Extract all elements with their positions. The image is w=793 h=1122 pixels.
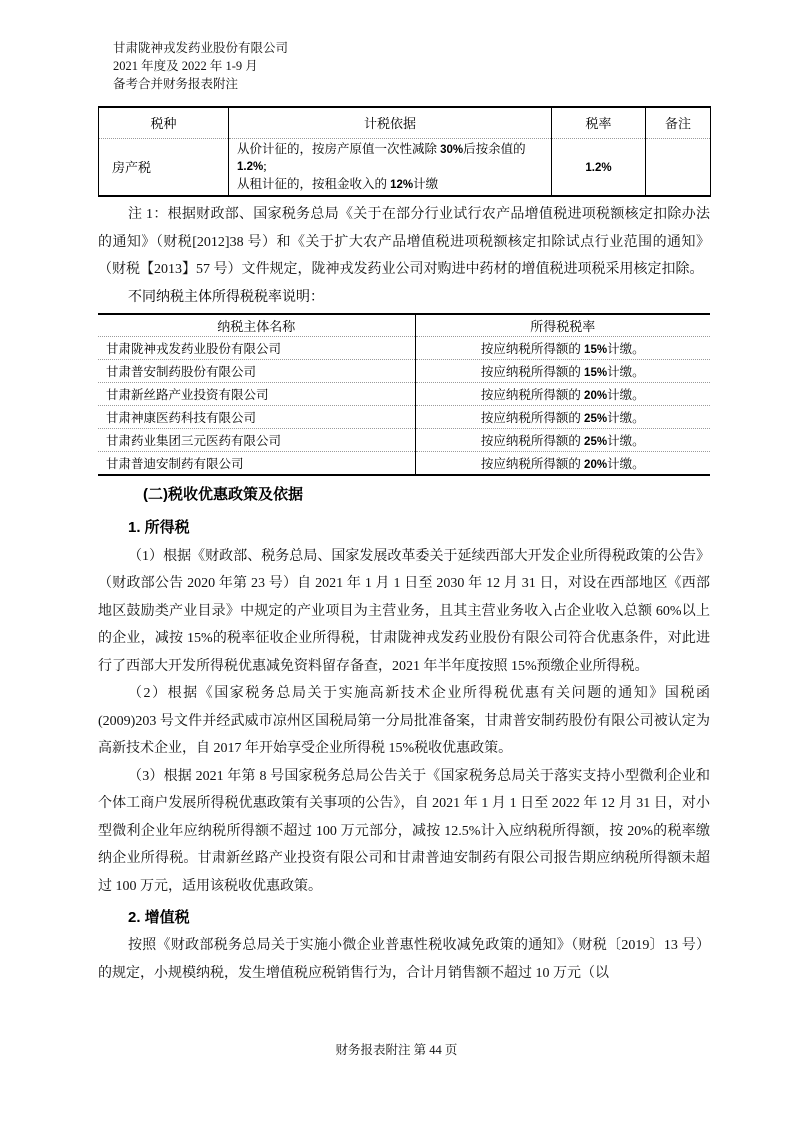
table-row <box>98 383 710 406</box>
basis-percent: 30% <box>440 143 464 156</box>
rate-percent: 20% <box>584 458 608 471</box>
entity-name-cell: 甘肃药业集团三元医药有限公司 <box>98 429 415 452</box>
entity-name-cell: 甘肃新丝路产业投资有限公司 <box>98 383 415 406</box>
rate-text: 计缴。 <box>607 411 645 425</box>
entity-name-cell: 甘肃普迪安制药有限公司 <box>98 452 415 475</box>
rate-text: 计缴。 <box>607 434 645 448</box>
entity-tax-intro: 不同纳税主体所得税税率说明： <box>128 289 324 305</box>
table-header-row <box>98 314 710 337</box>
basis-text: 后按余值的 <box>463 141 526 156</box>
rate-text: 计缴。 <box>607 365 645 379</box>
basis-text: 计缴 <box>413 176 439 191</box>
rate-percent: 15% <box>584 344 608 356</box>
table-row <box>98 406 710 429</box>
rate-percent: 25% <box>584 436 608 448</box>
col-header-remark: 备注 <box>646 107 711 138</box>
table-row <box>98 429 710 452</box>
table-row <box>98 360 710 383</box>
vat-paragraph: 按照《财政部税务总局关于实施小微企业普惠性税收减免政策的通知》（财税〔2019〕13 号）的规定，小规模纳税，发生增值税应税销售行为，合计月销售额不超过 10 万元（以 <box>98 938 710 981</box>
table-row <box>98 452 710 475</box>
document-header <box>113 39 710 93</box>
header-doc-title: 备考合并财务报表附注 <box>113 77 239 91</box>
basis-text: 从租计征的，按租金收入的 <box>237 176 391 191</box>
entity-name-cell: 甘肃陇神戎发药业股份有限公司 <box>98 337 415 360</box>
entity-rate-cell <box>415 337 710 360</box>
income-tax-heading: 1. 所得税 <box>128 518 190 536</box>
rate-text: 按应纳税所得额的 <box>480 434 585 448</box>
basis-percent: 12% <box>390 178 414 191</box>
entity-tax-table <box>98 313 710 476</box>
rate-text: 按应纳税所得额的 <box>480 456 585 471</box>
basis-line-1 <box>237 141 547 176</box>
income-tax-paragraph-3: （3）根据 2021 年第 8 号国家税务总局公告关于《国家税务总局关于落实支持小型微利企业和个体工商户发展所得税优惠政策有关事项的公告》，自 2021 年 1 月 1 日至 2022 年 12 月 31 日，对小型微利企业年应纳税所得额不超过 100 万元部分，减按 12.5%计入应纳税所得额，按 20%的税率缴纳企业所得税。甘肃新丝路产业投资有限公司和甘肃普迪安制药有限公司报告期应纳税所得额未超过 100 万元，适用该税收优惠政策。 <box>98 768 710 894</box>
entity-rate-cell <box>415 406 710 429</box>
table-header-row <box>99 107 711 138</box>
table-row <box>98 337 710 360</box>
col-header-entity-name: 纳税主体名称 <box>217 318 296 334</box>
entity-rate-cell <box>415 383 710 406</box>
rate-text: 按应纳税所得额的 <box>480 365 585 379</box>
entity-name-cell: 甘肃神康医药科技有限公司 <box>98 406 415 429</box>
entity-name-cell: 甘肃普安制药股份有限公司 <box>98 360 415 383</box>
header-company-name: 甘肃陇神戎发药业股份有限公司 <box>113 41 289 55</box>
tax-type-cell: 房产税 <box>99 138 229 196</box>
income-tax-paragraph-2: （2）根据《国家税务总局关于实施高新技术企业所得税优惠有关问题的通知》国税函(2009)203 号文件并经武威市凉州区国税局第一分局批准备案，甘肃普安制药股份有限公司被认定为高新技术企业，自 2017 年开始享受企业所得税 15%税收优惠政策。 <box>98 686 710 756</box>
section-title-tax-incentives: (二)税收优惠政策及依据 <box>143 485 303 503</box>
rate-text: 计缴。 <box>607 388 645 402</box>
rate-percent: 15% <box>584 367 608 379</box>
document-content <box>98 0 710 987</box>
tax-remark-cell <box>646 138 711 196</box>
income-tax-paragraph-1: （1）根据《财政部、税务总局、国家发展改革委关于延续西部大开发企业所得税政策的公告》（财政部公告 2020 年第 23 号）自 2021 年 1 月 1 日至 2030 年 12 月 31 日，对设在西部地区《西部地区鼓励类产业目录》中规定的产业项目为主营业务，且其主营业务收入占企业收入总额 60%以上的企业，减按 15%的税率征收企业所得税，甘肃陇神戎发药业股份有限公司符合优惠条件，对此进行了西部大开发所得税优惠减免资料留存备查，2021 年半年度按照 15%预缴企业所得税。 <box>98 548 710 674</box>
table-row <box>99 138 711 196</box>
rate-percent: 1.2% <box>585 161 612 174</box>
rate-text: 按应纳税所得额的 <box>480 411 585 425</box>
header-report-period: 2021 年度及 2022 年 1-9 月 <box>113 59 258 73</box>
col-header-income-tax-rate: 所得税税率 <box>415 314 710 337</box>
rate-text: 按应纳税所得额的 <box>480 342 585 356</box>
basis-percent: 1.2% <box>237 161 264 173</box>
page-footer: 财务报表附注 第 44 页 <box>335 1043 458 1057</box>
tax-rate-cell <box>552 138 646 196</box>
col-header-basis: 计税依据 <box>229 107 552 138</box>
entity-rate-cell <box>415 360 710 383</box>
basis-text: 从价计征的，按房产原值一次性减除 <box>237 141 441 156</box>
entity-rate-cell <box>415 452 710 475</box>
col-header-tax-type: 税种 <box>99 107 229 138</box>
basis-line-2 <box>237 176 547 194</box>
col-header-rate: 税率 <box>552 107 646 138</box>
basis-text: ; <box>263 159 267 173</box>
rate-percent: 20% <box>584 390 608 402</box>
rate-text: 按应纳税所得额的 <box>480 388 585 402</box>
rate-percent: 25% <box>584 413 608 425</box>
vat-heading: 2. 增值税 <box>128 909 190 926</box>
property-tax-table <box>98 106 711 197</box>
tax-basis-cell <box>229 138 552 196</box>
entity-rate-cell <box>415 429 710 452</box>
rate-text: 计缴。 <box>607 456 645 471</box>
note-1-paragraph: 注 1：根据财政部、国家税务总局《关于在部分行业试行农产品增值税进项税额核定扣除办法的通知》（财税[2012]38 号）和《关于扩大农产品增值税进项税额核定扣除试点行业范围的通知》（财税【2013】57 号）文件规定，陇神戎发药业公司对购进中药材的增值税进项税采用核定扣除。 <box>98 207 710 277</box>
rate-text: 计缴。 <box>607 342 645 356</box>
